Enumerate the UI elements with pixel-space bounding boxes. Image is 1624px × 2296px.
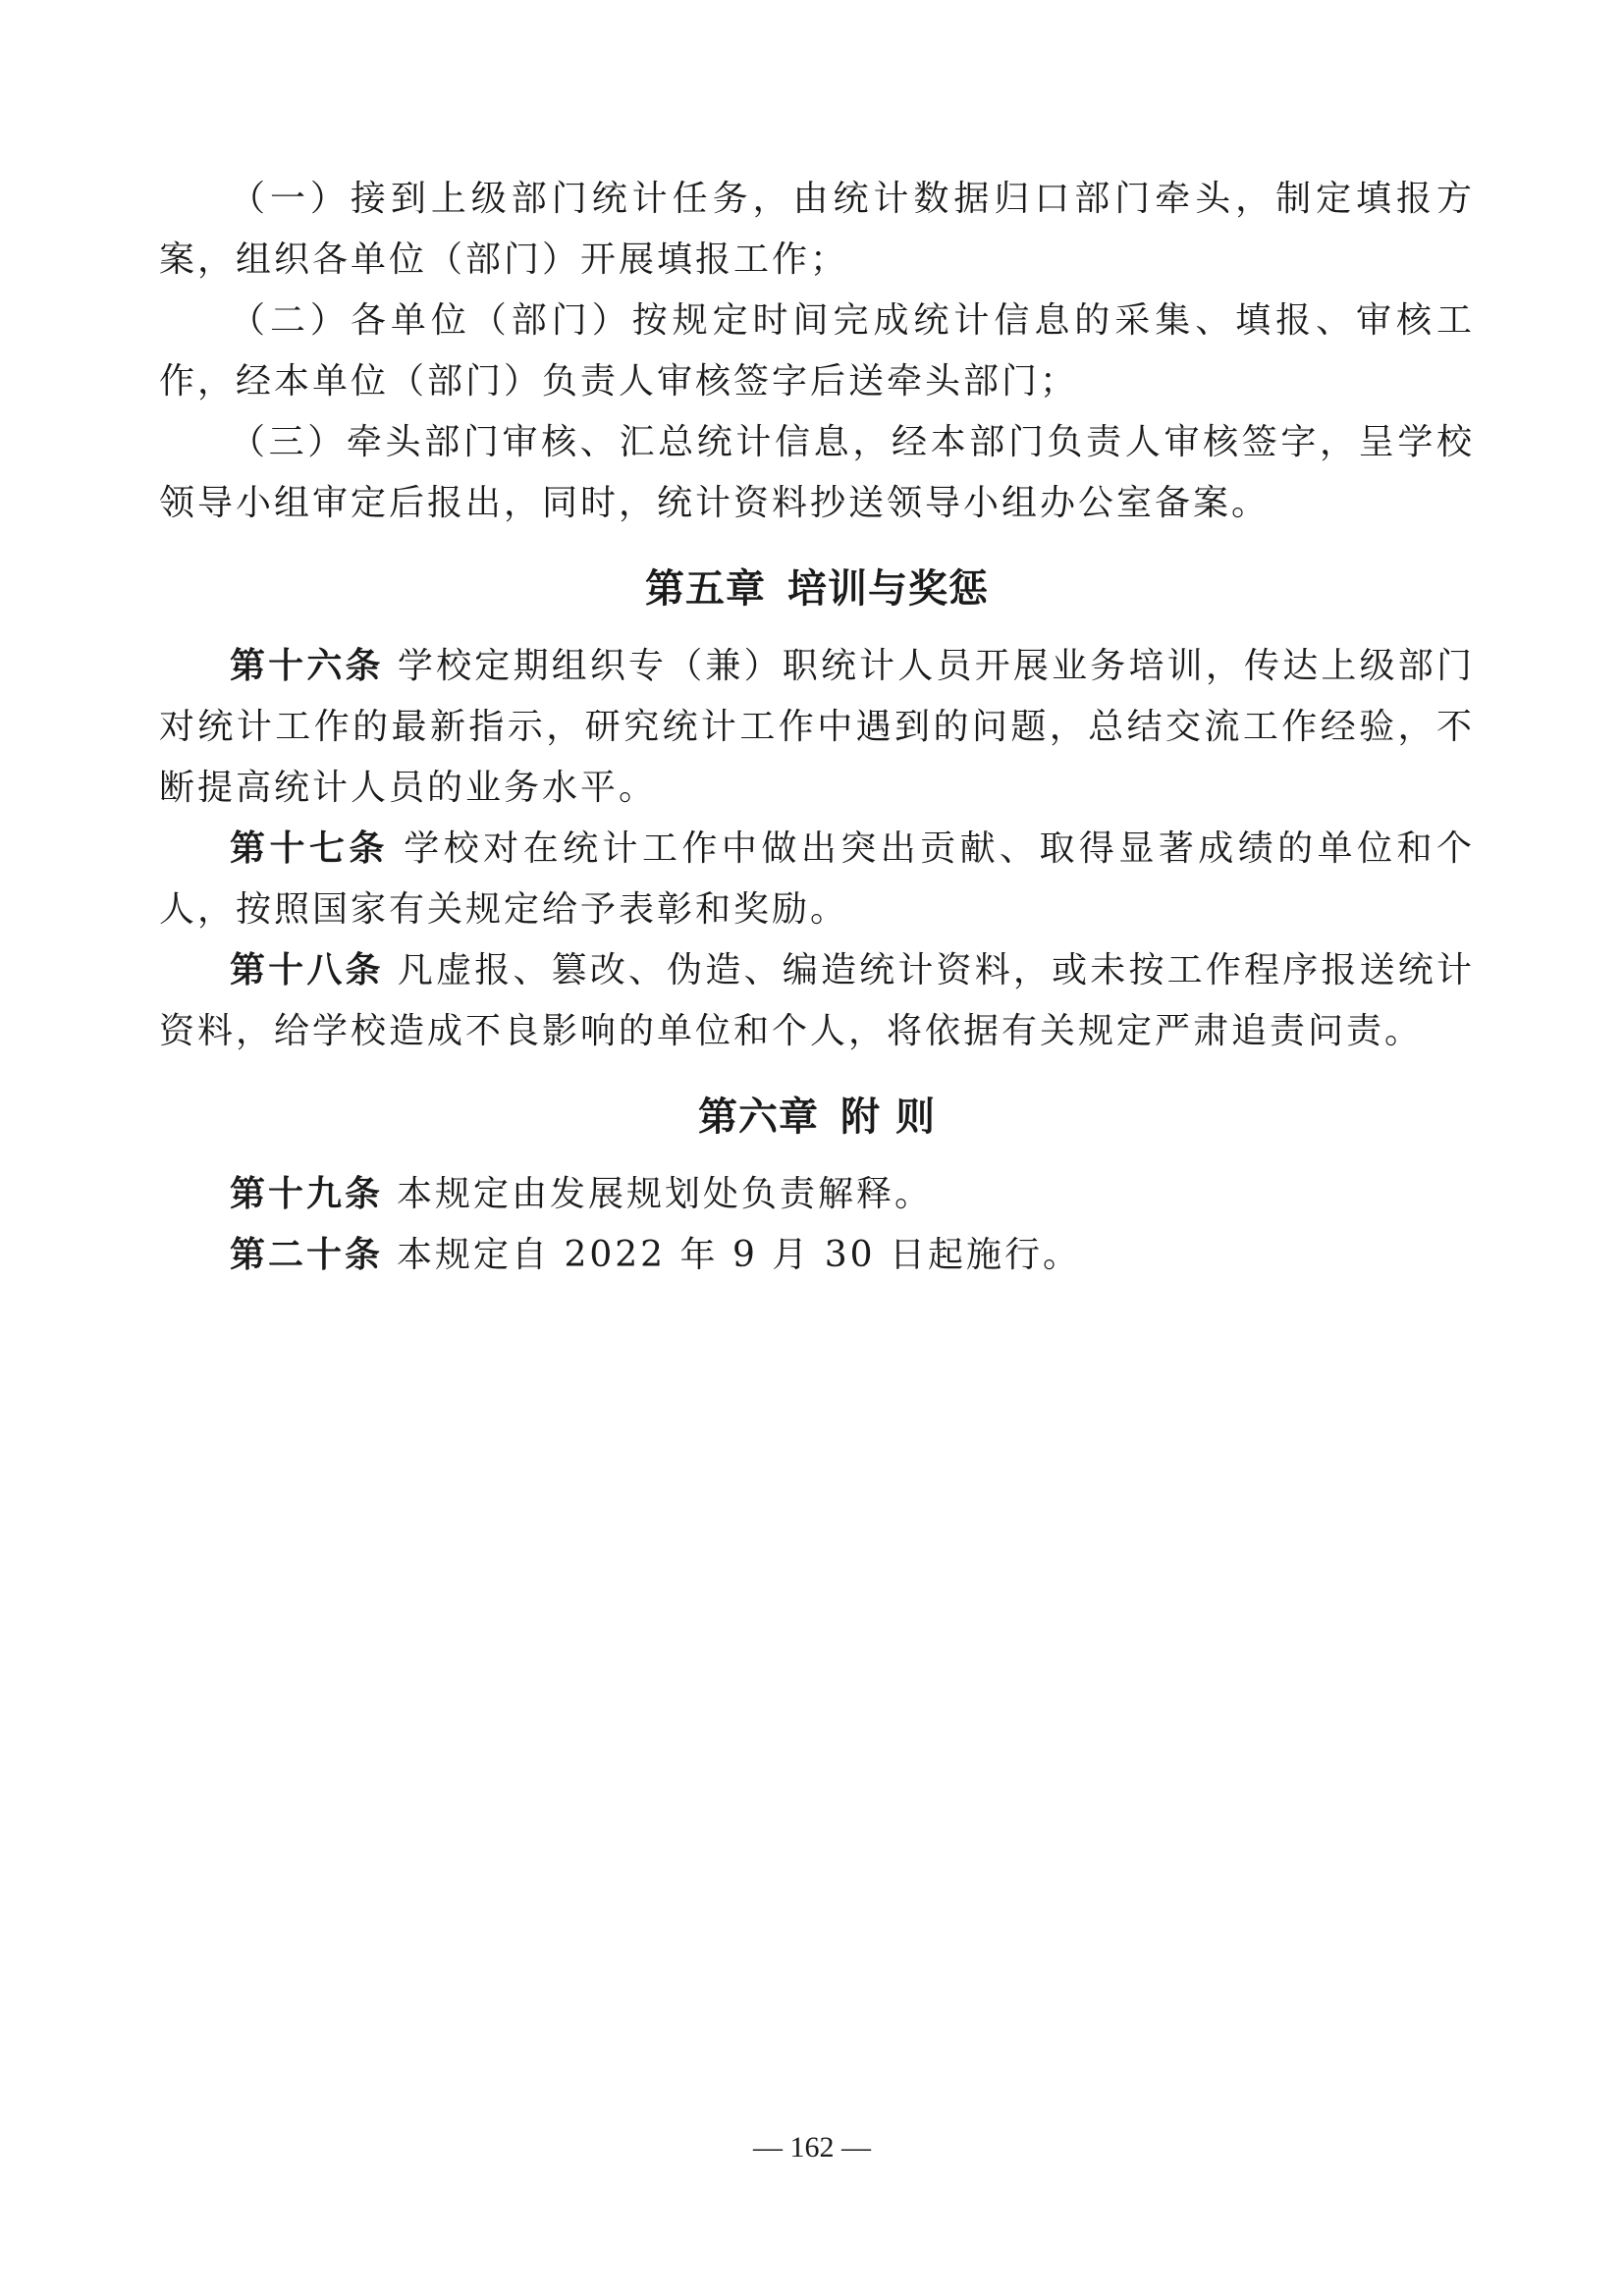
chapter-6-number: 第六章 <box>698 1095 820 1140</box>
article-17-text: 学校对在统计工作中做出突出贡献、取得显著成绩的单位和个人，按照国家有关规定给予表彰和奖励。 <box>159 828 1475 930</box>
procedure-item-3: （三）牵头部门审核、汇总统计信息，经本部门负责人审核签字，呈学校领导小组审定后报出，同时，统计资料抄送领导小组办公室备案。 <box>159 422 1475 523</box>
article-19-label: 第十九条 <box>230 1174 384 1214</box>
chapter-5-number: 第五章 <box>645 566 766 612</box>
article-19 <box>159 1164 1475 1225</box>
procedure-item-2: （二）各单位（部门）按规定时间完成统计信息的采集、填报、审核工作，经本单位（部门）负责人审核签字后送牵头部门； <box>159 300 1475 401</box>
article-18 <box>159 940 1475 1062</box>
page-number: — 162 — <box>753 2131 871 2163</box>
article-16-text: 学校定期组织专（兼）职统计人员开展业务培训，传达上级部门对统计工作的最新指示，研究统计工作中遇到的问题，总结交流工作经验，不断提高统计人员的业务水平。 <box>159 646 1475 808</box>
article-20 <box>159 1225 1475 1286</box>
article-17-label: 第十七条 <box>230 828 389 869</box>
article-16-label: 第十六条 <box>230 646 384 686</box>
chapter-5-heading <box>159 548 1475 630</box>
chapter-5-title: 培训与奖惩 <box>787 566 989 612</box>
chapter-6-heading <box>159 1076 1475 1158</box>
article-17 <box>159 819 1475 940</box>
article-20-label: 第二十条 <box>230 1235 384 1275</box>
article-18-text: 凡虚报、篡改、伪造、编造统计资料，或未按工作程序报送统计资料，给学校造成不良影响的单位和个人，将依据有关规定严肃追责问责。 <box>159 950 1475 1051</box>
article-18-label: 第十八条 <box>230 950 384 990</box>
article-19-text: 本规定由发展规划处负责解释。 <box>397 1174 934 1214</box>
procedure-item-1: （一）接到上级部门统计任务，由统计数据归口部门牵头，制定填报方案，组织各单位（部门）开展填报工作； <box>159 179 1475 280</box>
article-16 <box>159 636 1475 819</box>
article-20-text: 本规定自 2022 年 9 月 30 日起施行。 <box>397 1235 1082 1275</box>
chapter-6-title: 附 则 <box>840 1095 936 1140</box>
page-content <box>159 169 1475 1286</box>
